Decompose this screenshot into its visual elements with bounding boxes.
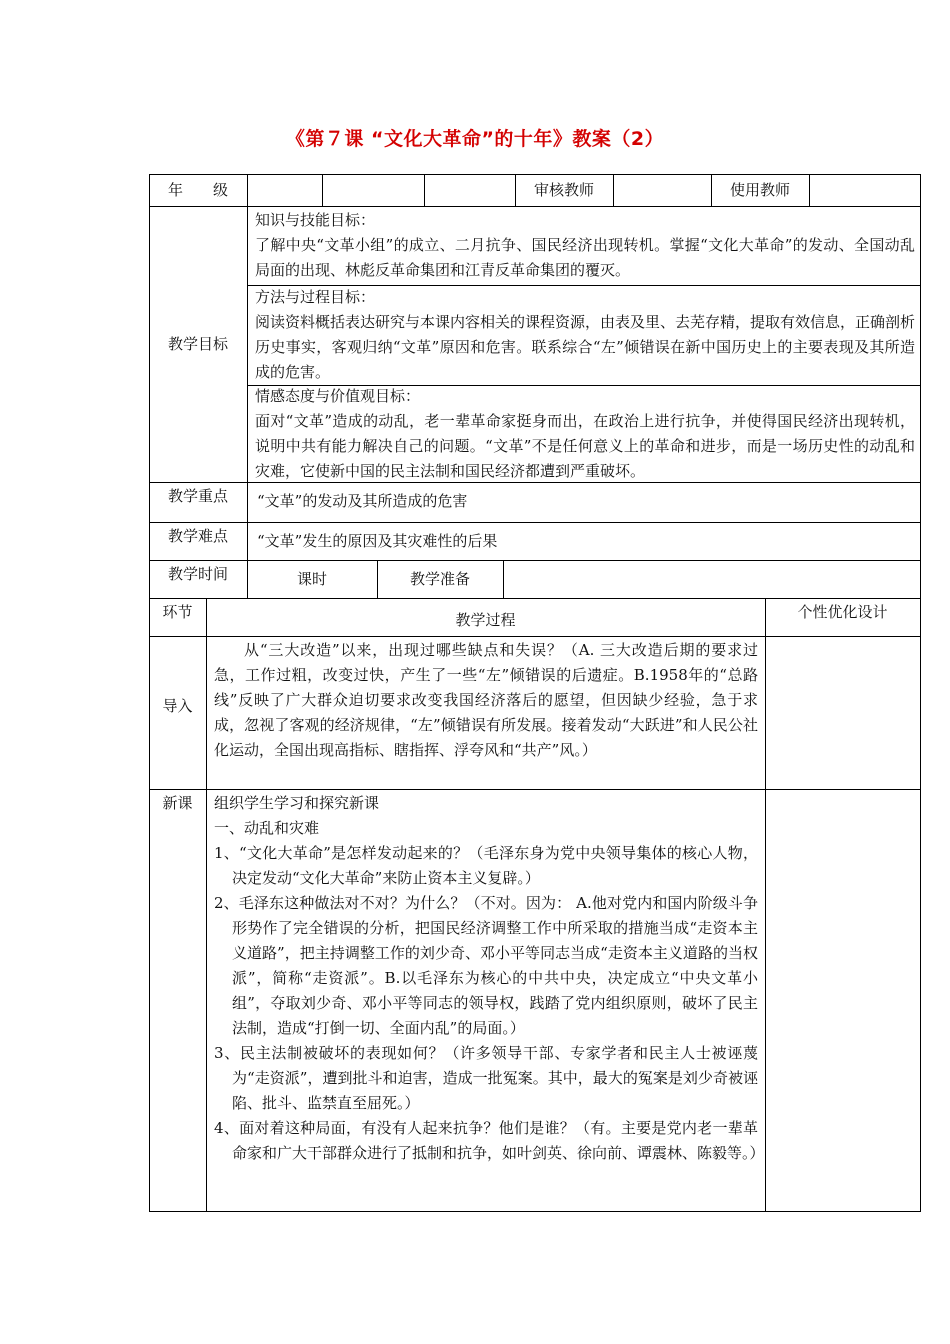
method-objective xyxy=(255,285,915,385)
difficulty-label: 教学难点 xyxy=(167,526,228,545)
emotion-heading: 情感态度与价值观目标： xyxy=(255,387,421,405)
intro-text: 从“三大改造”以来，出现过哪些缺点和失误？（A. 三大改造后期的要求过急，工作过粗，改变过快，产生了一些“左”倾错误的后遗症。B.1958年的“总路线”反映了广大群众迫切要求改变我国经济落后的愿望，但因缺少经验，急于求成，忽视了客观的经济规律，“左”倾错误有所发展。接着发动“大跃进”和人民公社化运动，全国出现高指标、瞎指挥、浮夸风和“共产”风。） xyxy=(214,641,758,759)
method-heading: 方法与过程目标： xyxy=(255,288,376,306)
intro-label: 导入 xyxy=(162,696,193,715)
process-header: 教学过程 xyxy=(455,610,516,629)
section-heading: 一、动乱和灾难 xyxy=(214,819,320,837)
objectives-label: 教学目标 xyxy=(167,334,228,353)
question-2: 2、毛泽东这种做法对不对？为什么？（不对。因为： A.他对党内和国内阶级斗争形势作了完全错误的分析，把国民经济调整工作中所采取的措施当成“走资本主义道路”，把主持调整工作的刘少奇、邓小平等同志当成“走资本主义道路的当权派”，简称“走资派”。B.以毛泽东为核心的中共中央，决定成立“中央文革小组”，夺取刘少奇、邓小平等同志的领导权，践踏了党内组织原则，破坏了民主法制，造成“打倒一切、全面内乱”的局面。） xyxy=(214,894,758,1037)
reviewer-value xyxy=(613,174,711,206)
new-lesson-content xyxy=(214,791,765,1166)
key-point-label: 教学重点 xyxy=(167,486,228,505)
method-text: 阅读资料概括表达研究与本课内容相关的课程资源，由表及里、去芜存精，提取有效信息，正确剖析历史事实，客观归纳“文革”原因和危害。联系综合“左”倾错误在新中国历史上的主要表现及其所造成的危害。 xyxy=(255,313,916,381)
reviewer-label: 审核教师 xyxy=(533,180,594,199)
question-3: 3、民主法制被破坏的表现如何？（许多领导干部、专家学者和民主人士被诬蔑为“走资派”，遭到批斗和迫害，造成一批冤案。其中，最大的冤案是刘少奇被诬陷、批斗、监禁直至屈死。） xyxy=(214,1044,758,1112)
question-4: 4、面对着这种局面，有没有人起来抗争？他们是谁？（有。主要是党内老一辈革命家和广大干部群众进行了抵制和抗争，如叶剑英、徐向前、谭震林、陈毅等。） xyxy=(214,1119,765,1162)
page-title: 《第７课 “文化大革命”的十年》教案（2） xyxy=(285,128,665,150)
knowledge-objective xyxy=(255,208,915,283)
personal-header: 个性优化设计 xyxy=(797,602,888,621)
lesson-intro-line: 组织学生学习和探究新课 xyxy=(214,794,380,812)
prep-label: 教学准备 xyxy=(409,569,470,588)
stage-header: 环节 xyxy=(162,602,193,621)
user-value xyxy=(809,174,920,206)
user-label: 使用教师 xyxy=(729,180,790,199)
key-point-text: “文革”的发动及其所造成的危害 xyxy=(257,492,468,510)
prep-value xyxy=(503,560,920,598)
emotion-text: 面对“文革”造成的动乱，老一辈革命家挺身而出，在政治上进行抗争，并使得国民经济出现转机，说明中共有能力解决自己的问题。“文革”不是任何意义上的革命和进步，而是一场历史性的动乱和灾难，它使新中国的民主法制和国民经济都遭到严重破坏。 xyxy=(255,412,915,480)
blank-cell xyxy=(322,174,424,206)
difficulty-text: “文革”发生的原因及其灾难性的后果 xyxy=(257,532,498,550)
new-lesson-label: 新课 xyxy=(162,793,193,812)
question-1: 1、“文化大革命”是怎样发动起来的？（毛泽东身为党中央领导集体的核心人物，决定发动“文化大革命”来防止资本主义复辟。） xyxy=(214,844,758,887)
knowledge-heading: 知识与技能目标： xyxy=(255,211,376,229)
emotion-objective xyxy=(255,384,915,484)
grade-label: 年 级 xyxy=(167,180,228,199)
time-label: 教学时间 xyxy=(167,564,228,583)
hours-label: 课时 xyxy=(296,569,327,588)
knowledge-text: 了解中央“文革小组”的成立、二月抗争、国民经济出现转机。掌握“文化大革命”的发动、全国动乱局面的出现、林彪反革命集团和江青反革命集团的覆灭。 xyxy=(255,236,915,279)
grade-value xyxy=(247,174,322,206)
blank-cell xyxy=(424,174,515,206)
